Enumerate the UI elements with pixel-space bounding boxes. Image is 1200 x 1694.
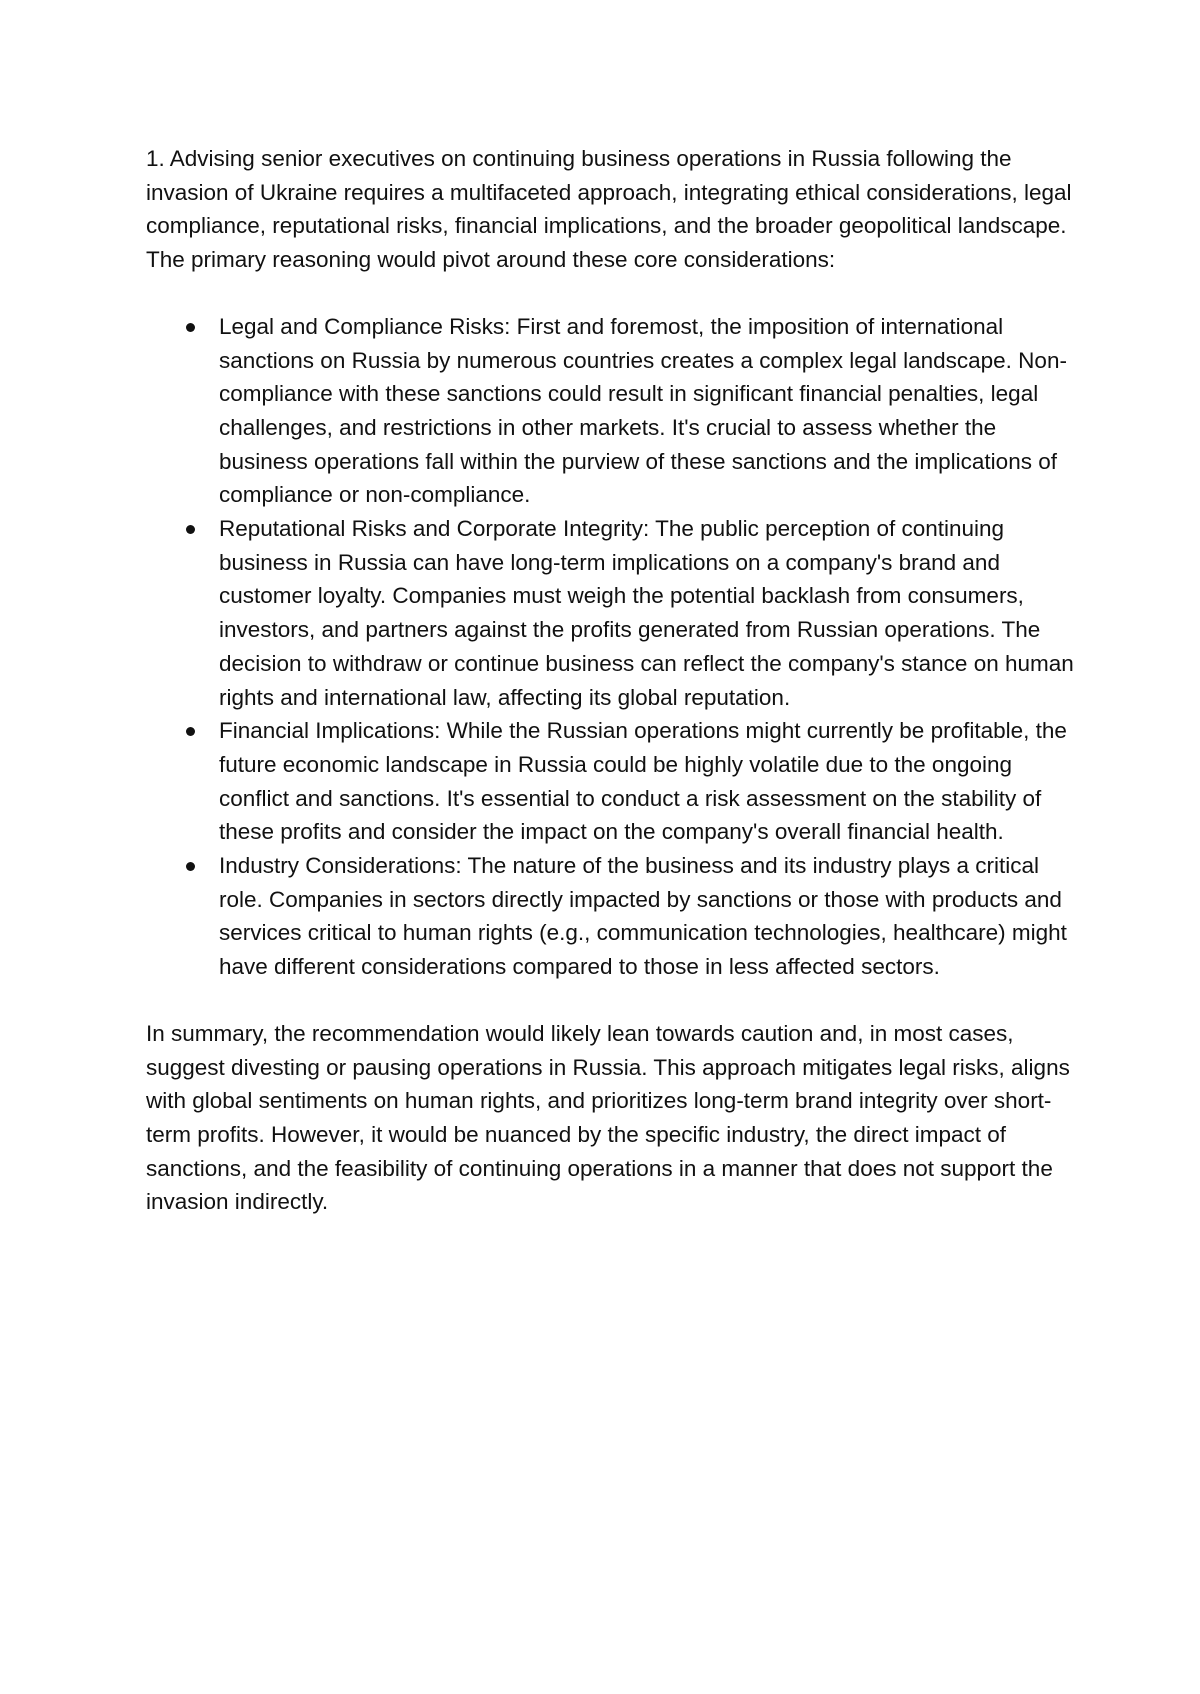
bullet-icon [186, 323, 195, 332]
list-item-text: Reputational Risks and Corporate Integrity: The public perception of continuing business in Russia can have long-term implications on a company's brand and customer loyalty. Companies must weigh the potential backlash from consumers, investors, and partners against the profits generated from Russian operations. The decision to withdraw or continue business can reflect the company's stance on human rights and international law, affecting its global reputation. [219, 516, 1074, 710]
considerations-list [146, 310, 1076, 984]
list-item-text: Industry Considerations: The nature of the business and its industry plays a critical role. Companies in sectors directly impacted by sanctions or those with products and services critical to human rights (e.g., communication technologies, healthcare) might have different considerations compared to those in less affected sectors. [219, 853, 1067, 980]
list-item [146, 310, 1076, 512]
list-item-text: Legal and Compliance Risks: First and foremost, the imposition of international sanctions on Russia by numerous countries creates a complex legal landscape. Non-compliance with these sanctions could result in significant financial penalties, legal challenges, and restrictions in other markets. It's crucial to assess whether the business operations fall within the purview of these sanctions and the implications of compliance or non-compliance. [219, 313, 1067, 508]
list-item [146, 714, 1076, 849]
bullet-icon [186, 727, 195, 736]
bullet-icon [186, 862, 195, 871]
bullet-icon [186, 525, 195, 534]
intro-paragraph: 1. Advising senior executives on continuing business operations in Russia following the invasion of Ukraine requires a multifaceted approach, integrating ethical considerations, legal compliance, reputational risks, financial implications, and the broader geopolitical landscape. The primary reasoning would pivot around these core considerations: [146, 146, 1072, 273]
list-item [146, 512, 1076, 714]
summary-paragraph: In summary, the recommendation would likely lean towards caution and, in most cases, suggest divesting or pausing operations in Russia. This approach mitigates legal risks, aligns with global sentiments on human rights, and prioritizes long-term brand integrity over short-term profits. However, it would be nuanced by the specific industry, the direct impact of sanctions, and the feasibility of continuing operations in a manner that does not support the invasion indirectly. [146, 1020, 1070, 1215]
list-item-text: Financial Implications: While the Russian operations might currently be profitable, the future economic landscape in Russia could be highly volatile due to the ongoing conflict and sanctions. It's essential to conduct a risk assessment on the stability of these profits and consider the impact on the company's overall financial health. [219, 718, 1067, 845]
list-item [146, 849, 1076, 984]
document-page [146, 142, 1076, 1219]
